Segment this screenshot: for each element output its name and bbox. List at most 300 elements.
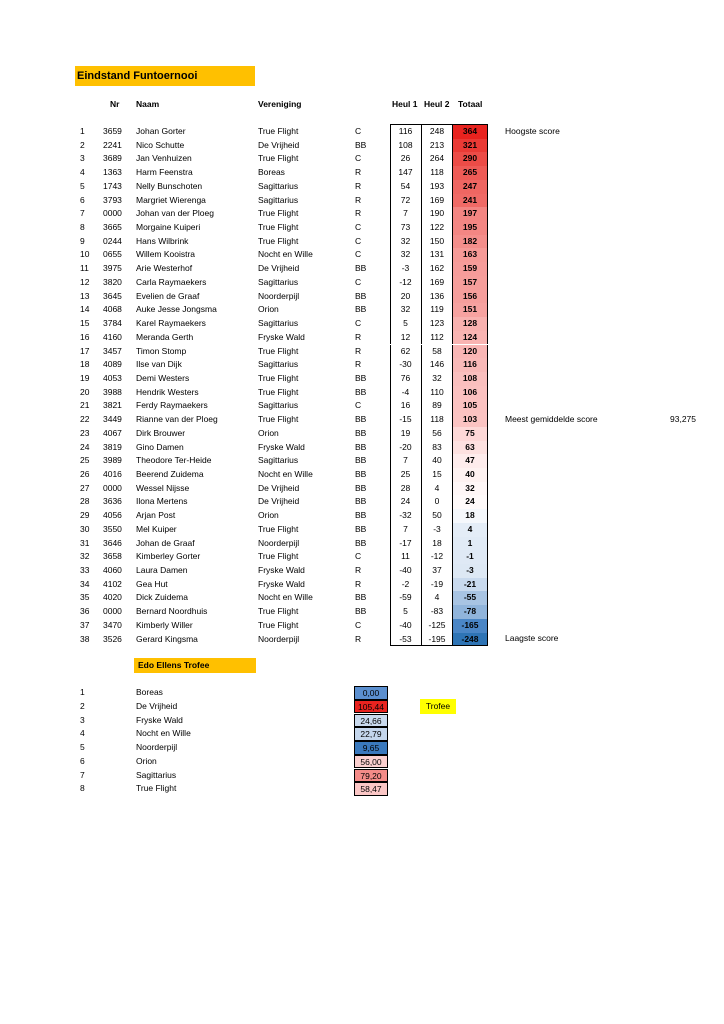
row-rank: 38: [80, 633, 90, 644]
row-nr: 0000: [103, 606, 122, 617]
row-nr: 3820: [103, 276, 122, 287]
row-name: Gea Hut: [136, 578, 168, 589]
row-name: Rianne van der Ploeg: [136, 414, 218, 425]
row-club: Noorderpijl: [258, 537, 300, 548]
note-row-average: [0, 413, 724, 427]
row-name: Mel Kuiper: [136, 523, 177, 534]
row-class: C: [355, 249, 362, 260]
row-heul2: 50: [421, 509, 452, 523]
row-name: Johan Gorter: [136, 126, 186, 136]
row-name: Willem Kooistra: [136, 249, 196, 260]
row-total: 364: [452, 125, 488, 139]
row-class: BB: [355, 482, 367, 493]
row-rank: 16: [80, 331, 90, 342]
row-rank: 12: [80, 276, 90, 287]
row-heul1: -32: [390, 509, 420, 523]
row-rank: 10: [80, 249, 90, 260]
row-club: Nocht en Wille: [258, 249, 313, 260]
row-club: Orion: [258, 510, 279, 521]
row-heul2: 248: [421, 125, 452, 139]
trofee-club: Nocht en Wille: [136, 728, 191, 739]
table-row: [0, 591, 724, 605]
row-total: 290: [452, 152, 488, 166]
row-class: C: [355, 126, 362, 136]
row-rank: 33: [80, 565, 90, 576]
row-total: 24: [452, 495, 488, 509]
row-club: Sagittarius: [258, 276, 299, 287]
row-class: C: [355, 222, 362, 233]
trofee-row: [0, 769, 724, 783]
row-rank: 36: [80, 606, 90, 617]
row-heul1: -3: [390, 262, 420, 276]
row-name: Dirk Brouwer: [136, 427, 186, 438]
row-club: Sagittarius: [258, 318, 299, 329]
row-heul1: -40: [390, 619, 420, 633]
trofee-row: [0, 755, 724, 769]
table-row: [0, 537, 724, 551]
row-club: Nocht en Wille: [258, 592, 313, 603]
row-name: Hans Wilbrink: [136, 235, 189, 246]
row-nr: 3665: [103, 222, 122, 233]
row-name: Meranda Gerth: [136, 331, 194, 342]
row-club: True Flight: [258, 126, 299, 136]
row-name: Kimberley Gorter: [136, 551, 201, 562]
row-club: Fryske Wald: [258, 565, 305, 576]
row-class: C: [355, 400, 362, 411]
row-class: BB: [355, 372, 367, 383]
row-heul1: 5: [390, 605, 420, 619]
row-nr: 3550: [103, 523, 122, 534]
row-club: Boreas: [258, 167, 285, 178]
row-heul1: -17: [390, 537, 420, 551]
row-rank: 25: [80, 455, 90, 466]
row-rank: 9: [80, 235, 85, 246]
row-name: Demi Westers: [136, 372, 190, 383]
trofee-rank: 2: [80, 700, 85, 711]
row-heul1: 62: [390, 345, 420, 359]
row-name: Margriet Wierenga: [136, 194, 206, 205]
row-total: 197: [452, 207, 488, 221]
row-nr: 3819: [103, 441, 122, 452]
row-heul2: 40: [421, 454, 452, 468]
trofee-club: Boreas: [136, 687, 163, 697]
row-class: BB: [355, 523, 367, 534]
row-class: R: [355, 180, 362, 191]
trofee-value: 58,47: [354, 782, 388, 796]
row-total: 47: [452, 454, 488, 468]
row-heul1: 28: [390, 482, 420, 496]
row-heul1: -30: [390, 358, 420, 372]
row-club: De Vrijheid: [258, 263, 300, 274]
table-row: [0, 152, 724, 166]
row-class: BB: [355, 304, 367, 315]
row-heul2: 4: [421, 482, 452, 496]
row-total: 247: [452, 180, 488, 194]
row-total: 63: [452, 441, 488, 455]
table-row: [0, 166, 724, 180]
trofee-value: 79,20: [354, 769, 388, 783]
row-class: BB: [355, 496, 367, 507]
row-heul2: 18: [421, 537, 452, 551]
row-rank: 21: [80, 400, 90, 411]
row-name: Dick Zuidema: [136, 592, 188, 603]
row-name: Ilona Mertens: [136, 496, 188, 507]
row-nr: 1743: [103, 180, 122, 191]
row-club: Sagittarius: [258, 194, 299, 205]
row-heul1: -40: [390, 564, 420, 578]
row-name: Ilse van Dijk: [136, 359, 182, 370]
row-nr: 3526: [103, 633, 122, 644]
row-heul1: 32: [390, 235, 420, 249]
row-rank: 28: [80, 496, 90, 507]
row-total: -165: [452, 619, 488, 633]
row-nr: 3457: [103, 345, 122, 356]
page-title: Eindstand Funtoernooi: [75, 66, 255, 86]
row-class: BB: [355, 606, 367, 617]
row-heul1: 19: [390, 427, 420, 441]
row-nr: 1363: [103, 167, 122, 178]
row-heul1: 7: [390, 207, 420, 221]
row-name: Theodore Ter-Heide: [136, 455, 212, 466]
row-heul1: 24: [390, 495, 420, 509]
row-heul1: 25: [390, 468, 420, 482]
row-nr: 4102: [103, 578, 122, 589]
row-name: Beerend Zuidema: [136, 469, 204, 479]
trofee-row: [0, 686, 724, 700]
row-name: Gerard Kingsma: [136, 633, 198, 644]
row-class: BB: [355, 263, 367, 274]
table-row: [0, 331, 724, 345]
table-row: [0, 303, 724, 317]
row-name: Carla Raymaekers: [136, 276, 207, 287]
row-club: Noorderpijl: [258, 633, 300, 644]
row-total: -1: [452, 550, 488, 564]
row-total: 103: [452, 413, 488, 427]
row-total: 32: [452, 482, 488, 496]
row-class: BB: [355, 139, 367, 150]
row-total: -21: [452, 578, 488, 592]
note-row-lowest: [0, 632, 724, 646]
row-heul2: 58: [421, 345, 452, 359]
table-row: [0, 235, 724, 249]
trofee-club: De Vrijheid: [136, 700, 178, 711]
trofee-value: 0,00: [354, 686, 388, 700]
row-heul2: 56: [421, 427, 452, 441]
row-nr: 2241: [103, 139, 122, 150]
row-rank: 13: [80, 290, 90, 301]
trofee-rank: 8: [80, 783, 85, 794]
row-class: C: [355, 619, 362, 630]
header-nr: Nr: [110, 99, 120, 109]
table-row: [0, 605, 724, 619]
row-rank: 32: [80, 551, 90, 562]
trofee-row: [0, 700, 724, 714]
row-heul1: 26: [390, 152, 420, 166]
row-rank: 4: [80, 167, 85, 178]
table-row: [0, 221, 724, 235]
table-row: [0, 372, 724, 386]
row-rank: 29: [80, 510, 90, 521]
row-heul2: 37: [421, 564, 452, 578]
row-heul2: -83: [421, 605, 452, 619]
row-nr: 3989: [103, 455, 122, 466]
trofee-value: 56,00: [354, 755, 388, 769]
row-club: Nocht en Wille: [258, 469, 313, 479]
row-heul2: 213: [421, 139, 452, 153]
row-club: True Flight: [258, 235, 299, 246]
trofee-rank: 3: [80, 714, 85, 725]
table-row: [0, 207, 724, 221]
table-row: [0, 194, 724, 208]
trofee-row: [0, 727, 724, 741]
row-heul2: 136: [421, 290, 452, 304]
row-nr: 3821: [103, 400, 122, 411]
row-total: 321: [452, 139, 488, 153]
row-class: BB: [355, 537, 367, 548]
trofee-row: [0, 782, 724, 796]
row-total: 18: [452, 509, 488, 523]
table-row: [0, 317, 724, 331]
row-heul2: -19: [421, 578, 452, 592]
row-heul2: -3: [421, 523, 452, 537]
row-rank: 15: [80, 318, 90, 329]
row-nr: 4053: [103, 372, 122, 383]
table-row: [0, 578, 724, 592]
trofee-club: Noorderpijl: [136, 742, 178, 752]
row-heul1: -2: [390, 578, 420, 592]
trofee-club: Orion: [136, 755, 157, 766]
trofee-row: [0, 714, 724, 728]
row-rank: 20: [80, 386, 90, 397]
row-rank: 2: [80, 139, 85, 150]
row-nr: 0000: [103, 482, 122, 493]
row-total: 157: [452, 276, 488, 290]
row-heul1: 7: [390, 454, 420, 468]
row-name: Auke Jesse Jongsma: [136, 304, 217, 315]
row-rank: 24: [80, 441, 90, 452]
row-total: 128: [452, 317, 488, 331]
row-club: Noorderpijl: [258, 290, 300, 301]
row-nr: 3658: [103, 551, 122, 562]
row-nr: 0655: [103, 249, 122, 260]
row-class: R: [355, 194, 362, 205]
row-class: BB: [355, 455, 367, 466]
row-club: De Vrijheid: [258, 139, 300, 150]
row-nr: 3449: [103, 414, 122, 425]
table-row: [0, 139, 724, 153]
row-class: C: [355, 276, 362, 287]
row-nr: 3988: [103, 386, 122, 397]
row-name: Evelien de Graaf: [136, 290, 200, 301]
table-row: [0, 454, 724, 468]
row-nr: 3636: [103, 496, 122, 507]
row-class: BB: [355, 290, 367, 301]
trofee-rank: 7: [80, 769, 85, 780]
table-row: [0, 262, 724, 276]
row-heul2: 4: [421, 591, 452, 605]
row-total: 159: [452, 262, 488, 276]
row-club: Sagittarius: [258, 400, 299, 411]
row-nr: 4068: [103, 304, 122, 315]
trofee-label: Trofee: [420, 699, 456, 714]
row-heul2: 83: [421, 441, 452, 455]
row-heul1: -20: [390, 441, 420, 455]
row-rank: 30: [80, 523, 90, 534]
row-name: Bernard Noordhuis: [136, 606, 208, 617]
row-heul1: -12: [390, 276, 420, 290]
trofee-value: 9,65: [354, 741, 388, 755]
row-class: BB: [355, 427, 367, 438]
note-lowest: Laagste score: [505, 633, 559, 643]
row-name: Jan Venhuizen: [136, 153, 192, 164]
row-heul2: 15: [421, 468, 452, 482]
trofee-value: 105,44: [354, 700, 388, 714]
table-row: [0, 509, 724, 523]
row-heul2: 264: [421, 152, 452, 166]
row-rank: 1: [80, 126, 85, 136]
note-highest: Hoogste score: [505, 126, 560, 136]
row-heul2: 118: [421, 166, 452, 180]
row-class: BB: [355, 469, 367, 479]
row-club: True Flight: [258, 153, 299, 164]
row-class: R: [355, 578, 362, 589]
row-heul1: -15: [390, 413, 420, 427]
table-row: [0, 619, 724, 633]
row-heul1: 5: [390, 317, 420, 331]
table-row: [0, 441, 724, 455]
row-class: C: [355, 551, 362, 562]
row-name: Laura Damen: [136, 565, 188, 576]
row-club: Sagittarius: [258, 455, 299, 466]
row-name: Hendrik Westers: [136, 386, 199, 397]
row-nr: 4089: [103, 359, 122, 370]
header-heul1: Heul 1: [392, 99, 418, 109]
row-nr: 3659: [103, 126, 122, 136]
row-rank: 18: [80, 359, 90, 370]
row-rank: 8: [80, 222, 85, 233]
note-row-highest: [0, 125, 724, 139]
row-heul2: -195: [421, 633, 452, 647]
row-heul2: 162: [421, 262, 452, 276]
row-club: Orion: [258, 304, 279, 315]
table-row: [0, 345, 724, 359]
row-nr: 3689: [103, 153, 122, 164]
row-heul2: 32: [421, 372, 452, 386]
row-heul1: -4: [390, 386, 420, 400]
row-heul1: 12: [390, 331, 420, 345]
row-heul2: 119: [421, 303, 452, 317]
row-class: R: [355, 345, 362, 356]
table-row: [0, 290, 724, 304]
row-heul1: 72: [390, 194, 420, 208]
trofee-club: True Flight: [136, 783, 177, 794]
table-row: [0, 564, 724, 578]
row-total: 120: [452, 345, 488, 359]
row-total: -78: [452, 605, 488, 619]
table-row: [0, 248, 724, 262]
row-total: 265: [452, 166, 488, 180]
row-name: Gino Damen: [136, 441, 184, 452]
row-heul1: 108: [390, 139, 420, 153]
row-nr: 0244: [103, 235, 122, 246]
table-row: [0, 523, 724, 537]
row-heul2: 123: [421, 317, 452, 331]
row-rank: 14: [80, 304, 90, 315]
trofee-value: 22,79: [354, 727, 388, 741]
row-club: Sagittarius: [258, 180, 299, 191]
row-class: C: [355, 153, 362, 164]
row-club: True Flight: [258, 619, 299, 630]
table-row: [0, 468, 724, 482]
row-name: Ferdy Raymaekers: [136, 400, 208, 411]
table-row: [0, 427, 724, 441]
header-vereniging: Vereniging: [258, 99, 302, 109]
row-rank: 23: [80, 427, 90, 438]
row-club: De Vrijheid: [258, 482, 300, 493]
row-heul2: 118: [421, 413, 452, 427]
row-nr: 3793: [103, 194, 122, 205]
row-heul2: 146: [421, 358, 452, 372]
row-club: True Flight: [258, 222, 299, 233]
row-club: True Flight: [258, 386, 299, 397]
row-class: R: [355, 633, 362, 644]
row-club: Orion: [258, 427, 279, 438]
row-heul1: 76: [390, 372, 420, 386]
row-nr: 0000: [103, 208, 122, 219]
table-row: [0, 180, 724, 194]
row-name: Arie Westerhof: [136, 263, 193, 274]
row-rank: 35: [80, 592, 90, 603]
row-class: R: [355, 331, 362, 342]
row-total: -55: [452, 591, 488, 605]
row-class: R: [355, 359, 362, 370]
trofee-club: Sagittarius: [136, 769, 177, 780]
row-total: 105: [452, 399, 488, 413]
row-heul2: 112: [421, 331, 452, 345]
row-total: 156: [452, 290, 488, 304]
row-heul1: 16: [390, 399, 420, 413]
row-heul2: 0: [421, 495, 452, 509]
row-heul2: -125: [421, 619, 452, 633]
row-total: 1: [452, 537, 488, 551]
row-heul2: -12: [421, 550, 452, 564]
row-heul1: 32: [390, 248, 420, 262]
row-total: -248: [452, 633, 488, 647]
row-club: True Flight: [258, 523, 299, 534]
row-total: 116: [452, 358, 488, 372]
row-club: Fryske Wald: [258, 331, 305, 342]
row-total: -3: [452, 564, 488, 578]
table-row: [0, 482, 724, 496]
row-class: R: [355, 167, 362, 178]
row-name: Johan van der Ploeg: [136, 208, 214, 219]
trofee-row: [0, 741, 724, 755]
row-heul1: 32: [390, 303, 420, 317]
row-nr: 3975: [103, 263, 122, 274]
row-heul2: 169: [421, 276, 452, 290]
row-class: BB: [355, 414, 367, 425]
row-rank: 31: [80, 537, 90, 548]
trofee-rank: 4: [80, 728, 85, 739]
row-rank: 26: [80, 469, 90, 479]
row-name: Wessel Nijsse: [136, 482, 190, 493]
row-total: 182: [452, 235, 488, 249]
row-nr: 4016: [103, 469, 122, 479]
header-heul2: Heul 2: [424, 99, 450, 109]
row-heul1: -53: [390, 633, 420, 647]
row-class: BB: [355, 592, 367, 603]
table-row: [0, 358, 724, 372]
